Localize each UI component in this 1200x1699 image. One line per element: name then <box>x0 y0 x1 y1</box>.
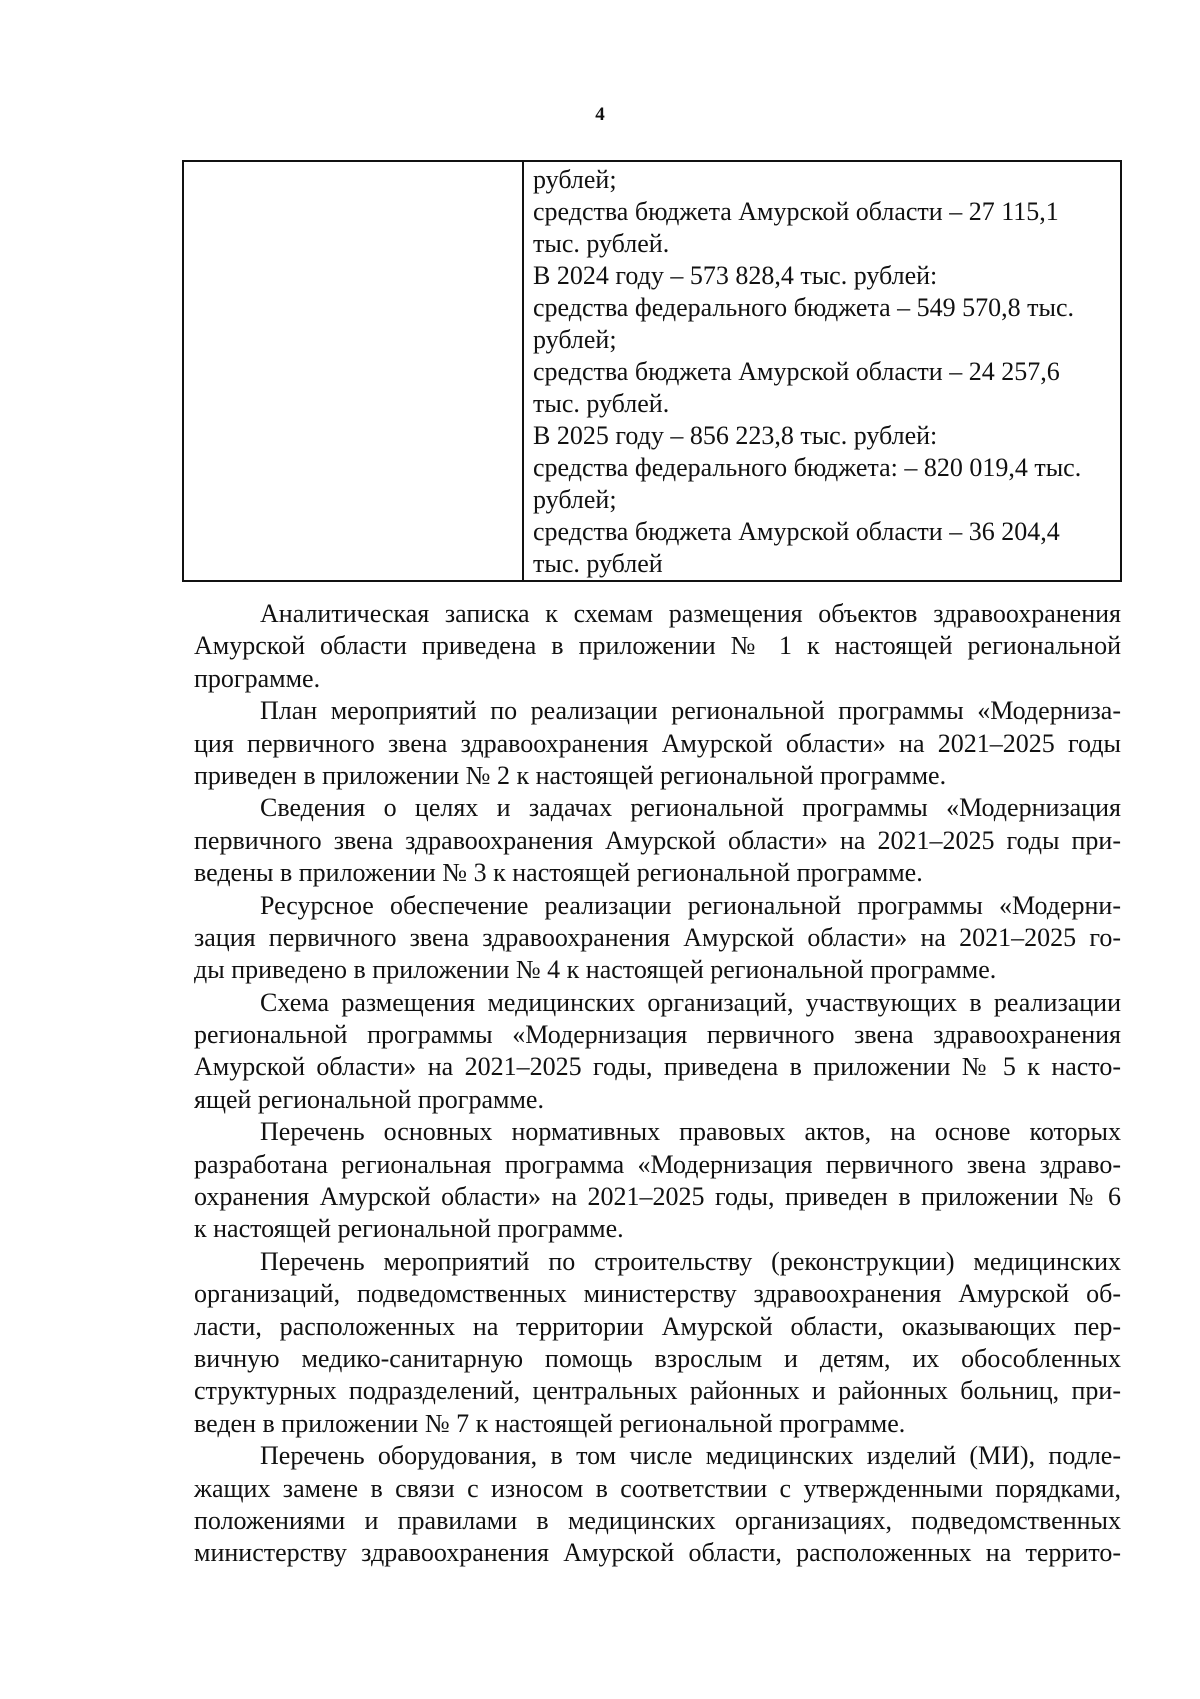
funding-line: средства бюджета Амурской области – 27 115,1 <box>533 197 1059 226</box>
paragraph-line: вичную медико-санитарную помощь взрослым и детям, их обособленных <box>194 1343 1121 1373</box>
paragraph <box>194 598 1121 695</box>
paragraph-line: ласти, расположенных на территории Амурской области, оказывающих пер- <box>194 1311 1121 1341</box>
paragraph-line: Перечень основных нормативных правовых актов, на основе которых <box>260 1117 1121 1147</box>
paragraph-line: программе. <box>194 663 321 693</box>
paragraph-line: приведен в приложении № 2 к настоящей региональной программе. <box>194 760 947 790</box>
paragraph-line: Аналитическая записка к схемам размещения объектов здравоохранения <box>260 599 1121 628</box>
paragraph <box>194 1246 1121 1440</box>
funding-line: средства федерального бюджета – 549 570,8 тыс. <box>533 293 1074 322</box>
paragraph <box>194 792 1121 889</box>
page-number: 4 <box>595 104 605 125</box>
paragraph <box>194 695 1121 792</box>
paragraph-line: Амурской области» на 2021–2025 годы, приведена в приложении № 5 к насто- <box>194 1052 1121 1082</box>
funding-line: средства бюджета Амурской области – 36 204,4 <box>533 517 1060 546</box>
paragraph-line: Амурской области приведена в приложении № 1 к настоящей региональной <box>194 631 1121 661</box>
table-cell-left <box>183 161 523 581</box>
funding-line: рублей; <box>533 165 617 194</box>
paragraph-line: ящей региональной программе. <box>194 1084 544 1114</box>
funding-breakdown <box>524 162 1120 580</box>
funding-line: тыс. рублей <box>533 549 663 578</box>
funding-line: В 2025 году – 856 223,8 тыс. рублей: <box>533 421 938 450</box>
paragraph-line: веден в приложении № 7 к настоящей региональной программе. <box>194 1408 906 1438</box>
paragraph-line: План мероприятий по реализации региональной программы «Модерниза- <box>260 696 1121 726</box>
paragraph-line: министерству здравоохранения Амурской области, расположенных на террито- <box>194 1538 1121 1568</box>
paragraph-line: Сведения о целях и задачах региональной программы «Модернизация <box>260 793 1121 823</box>
paragraph <box>194 890 1121 987</box>
paragraph <box>194 987 1121 1117</box>
paragraph-line: организаций, подведомственных министерству здравоохранения Амурской об- <box>194 1279 1121 1309</box>
paragraph-line: разработана региональная программа «Модернизация первичного звена здраво- <box>194 1149 1121 1179</box>
paragraph-line: Перечень мероприятий по строительству (реконструкции) медицинских <box>260 1246 1121 1276</box>
paragraph-line: охранения Амурской области» на 2021–2025 годы, приведен в приложении № 6 <box>194 1182 1121 1212</box>
table-cell-right <box>523 161 1121 581</box>
funding-line: средства федерального бюджета: – 820 019,4 тыс. <box>533 453 1082 482</box>
paragraph-line: жащих замене в связи с износом в соответствии с утвержденными порядками, <box>194 1473 1121 1503</box>
funding-line: тыс. рублей. <box>533 389 670 418</box>
paragraph-line: структурных подразделений, центральных районных и районных больниц, при- <box>194 1376 1121 1406</box>
paragraph-line: к настоящей региональной программе. <box>194 1214 624 1244</box>
paragraph-line: Ресурсное обеспечение реализации региональной программы «Модерни- <box>260 890 1121 920</box>
paragraph-line: зация первичного звена здравоохранения Амурской области» на 2021–2025 го- <box>194 922 1121 952</box>
paragraph-line: Перечень оборудования, в том числе медицинских изделий (МИ), подле- <box>260 1441 1121 1471</box>
paragraph-line: ция первичного звена здравоохранения Амурской области» на 2021–2025 годы <box>194 728 1121 758</box>
funding-line: средства бюджета Амурской области – 24 257,6 <box>533 357 1060 386</box>
funding-line: В 2024 году – 573 828,4 тыс. рублей: <box>533 261 938 290</box>
paragraph <box>194 1116 1121 1246</box>
document-body <box>194 598 1121 1570</box>
paragraph-line: ведены в приложении № 3 к настоящей региональной программе. <box>194 858 923 888</box>
paragraph-line: положениями и правилами в медицинских организациях, подведомственных <box>194 1505 1121 1535</box>
funding-table <box>182 160 1122 582</box>
paragraph-line: первичного звена здравоохранения Амурской области» на 2021–2025 годы при- <box>194 825 1121 855</box>
paragraph-line: региональной программы «Модернизация первичного звена здравоохранения <box>194 1020 1121 1050</box>
table-row <box>183 161 1121 581</box>
funding-line: рублей; <box>533 485 617 514</box>
paragraph-line: Схема размещения медицинских организаций, участвующих в реализации <box>260 987 1121 1017</box>
funding-line: рублей; <box>533 325 617 354</box>
paragraph <box>194 1440 1121 1570</box>
paragraph-line: ды приведено в приложении № 4 к настоящей региональной программе. <box>194 955 997 985</box>
funding-line: тыс. рублей. <box>533 229 670 258</box>
